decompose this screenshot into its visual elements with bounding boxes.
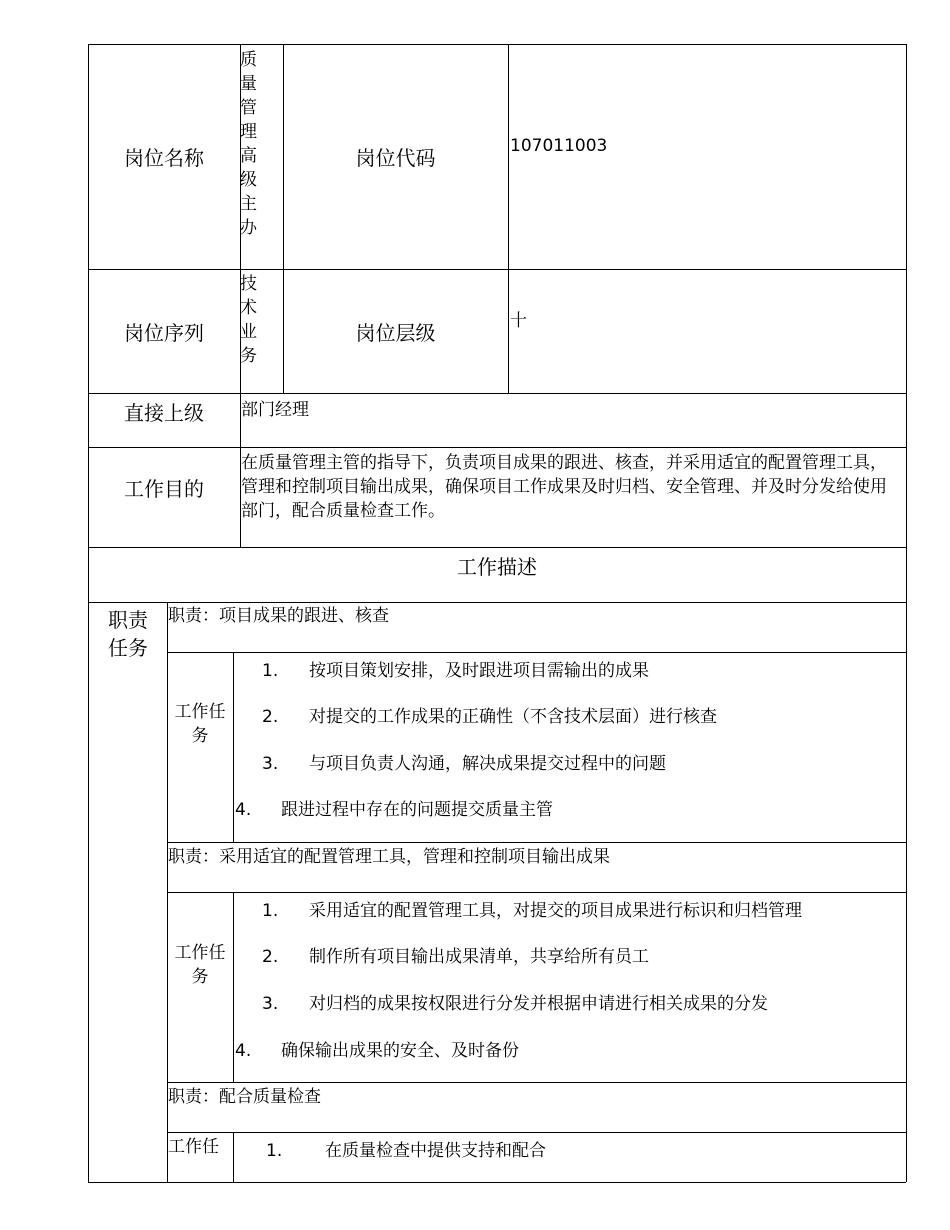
supervisor-label: 直接上级 [124, 400, 204, 425]
list-item: 1. 采用适宜的配置管理工具，对提交的项目成果进行标识和归档管理 [262, 901, 802, 921]
position-code-label: 岗位代码 [355, 146, 436, 170]
duty-title: 职责：项目成果的跟进、核查 [168, 606, 389, 626]
position-level-value: 十 [510, 311, 527, 331]
position-series-value: 技术业务 [240, 274, 257, 366]
list-item: 3. 对归档的成果按权限进行分发并根据申请进行相关成果的分发 [262, 994, 768, 1014]
task-label: 工作任务 [174, 943, 226, 987]
purpose-value: 在质量管理主管的指导下，负责项目成果的跟进、核查，并采用适宜的配置管理工具，管理和控制项目输出成果，确保项目工作成果及时归档、安全管理、并及时分发给使用部门，配合质量检查工作。 [241, 453, 887, 521]
purpose-label: 工作目的 [124, 476, 204, 501]
position-name-label: 岗位名称 [124, 146, 204, 170]
list-item: 1. 在质量检查中提供支持和配合 [266, 1141, 546, 1161]
task-label: 工作任 [168, 1137, 219, 1157]
position-name-value: 质量管理高级主办 [240, 50, 257, 238]
position-level-label: 岗位层级 [355, 320, 436, 345]
list-item: 1. 按项目策划安排，及时跟进项目需输出的成果 [262, 661, 649, 681]
task-label: 工作任务 [174, 702, 226, 746]
list-item: 3. 与项目负责人沟通，解决成果提交过程中的问题 [262, 754, 666, 774]
list-item: 4. 确保输出成果的安全、及时备份 [235, 1041, 519, 1061]
list-item: 2. 制作所有项目输出成果清单，共享给所有员工 [262, 947, 649, 967]
list-item: 4. 跟进过程中存在的问题提交质量主管 [235, 800, 553, 820]
duty-title: 职责：采用适宜的配置管理工具，管理和控制项目输出成果 [168, 847, 610, 867]
supervisor-value: 部门经理 [241, 400, 309, 420]
duty-title: 职责：配合质量检查 [168, 1087, 321, 1107]
duty-label: 职责任务 [108, 608, 148, 660]
list-item: 2. 对提交的工作成果的正确性（不含技术层面）进行核查 [262, 707, 717, 727]
position-code-value: 107011003 [510, 136, 608, 156]
position-series-label: 岗位序列 [124, 320, 204, 345]
description-title: 工作描述 [457, 554, 537, 579]
